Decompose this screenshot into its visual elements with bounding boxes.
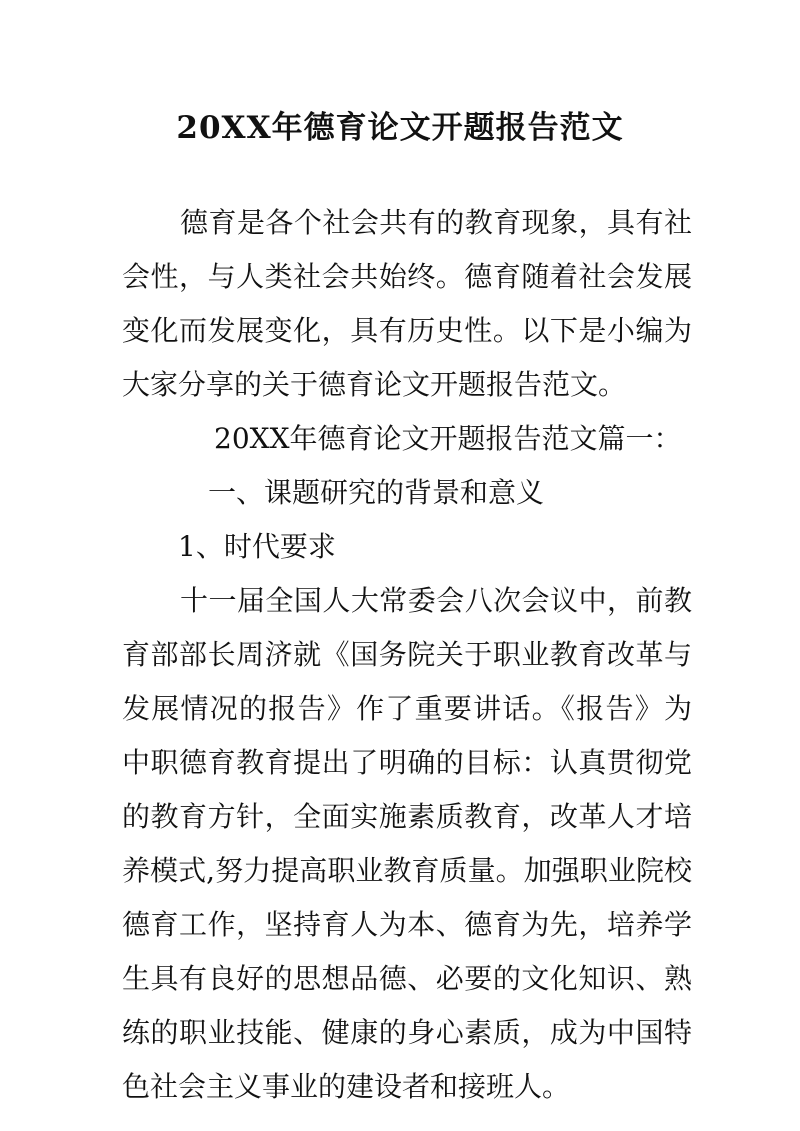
document-title: 20XX年德育论文开题报告范文 (176, 110, 624, 146)
intro-paragraph: 德育是各个社会共有的教育现象，具有社会性，与人类社会共始终。德育随着社会发展变化而发展变化，具有历史性。以下是小编为大家分享的关于德育论文开题报告范文。 (122, 206, 692, 401)
body-paragraph: 十一届全国人大常委会八次会议中，前教育部部长周济就《国务院关于职业教育改革与发展情况的报告》作了重要讲话。《报告》为中职德育教育提出了明确的目标：认真贯彻党的教育方针，全面实施素质教育，改革人才培养模式,努力提高职业教育质量。加强职业院校德育工作，坚持育人为本、德育为先，培养学生具有良好的思想品德、必要的文化知识、熟练的职业技能、健康的身心素质，成为中国特色社会主义事业的建设者和接班人。 (122, 584, 692, 1103)
section-heading: 一、课题研究的背景和意义 (208, 476, 545, 509)
section-title: 20XX年德育论文开题报告范文篇一： (214, 422, 682, 455)
document-body (122, 196, 692, 1114)
subsection-heading: 1、时代要求 (178, 530, 336, 563)
